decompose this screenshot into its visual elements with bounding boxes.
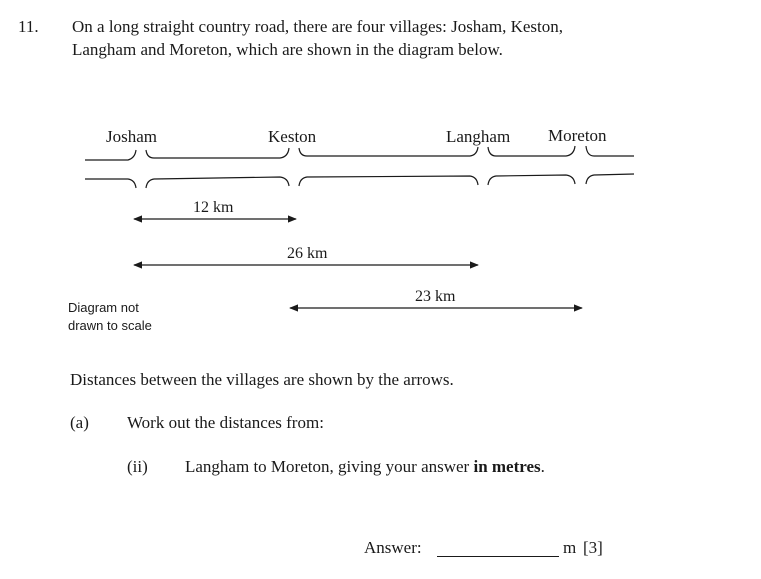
part-ii-emphasis: in metres xyxy=(473,457,541,476)
instruction-text: Distances between the villages are shown by the arrows. xyxy=(70,370,454,389)
answer-marks: [3] xyxy=(583,538,603,557)
answer-blank[interactable] xyxy=(437,538,559,557)
part-ii-question xyxy=(185,457,545,477)
question-intro-line2: Langham and Moreton, which are shown in the diagram below. xyxy=(72,40,503,59)
scale-note-line2: drawn to scale xyxy=(68,318,152,333)
village-label-keston: Keston xyxy=(268,127,317,146)
question-number: 11. xyxy=(18,17,39,36)
scale-note-line1: Diagram not xyxy=(68,300,139,315)
road-upper-edge xyxy=(85,146,634,160)
answer-unit: m xyxy=(563,538,577,557)
answer-label: Answer: xyxy=(364,538,422,557)
part-ii-label: (ii) xyxy=(127,457,148,476)
distance-label-josham-langham: 26 km xyxy=(287,245,328,262)
village-label-josham: Josham xyxy=(106,127,157,146)
question-intro-line1: On a long straight country road, there are four villages: Josham, Keston, xyxy=(72,17,563,36)
distance-label-josham-keston: 12 km xyxy=(193,199,234,216)
village-label-moreton: Moreton xyxy=(548,126,607,145)
distance-label-keston-moreton: 23 km xyxy=(415,288,456,305)
part-a-label: (a) xyxy=(70,413,89,432)
part-a-text: Work out the distances from: xyxy=(127,413,324,432)
part-ii-text: Langham to Moreton, giving your answer xyxy=(185,457,474,476)
road-lower-edge xyxy=(85,174,634,188)
part-ii-end: . xyxy=(540,457,545,476)
village-label-langham: Langham xyxy=(446,127,511,146)
